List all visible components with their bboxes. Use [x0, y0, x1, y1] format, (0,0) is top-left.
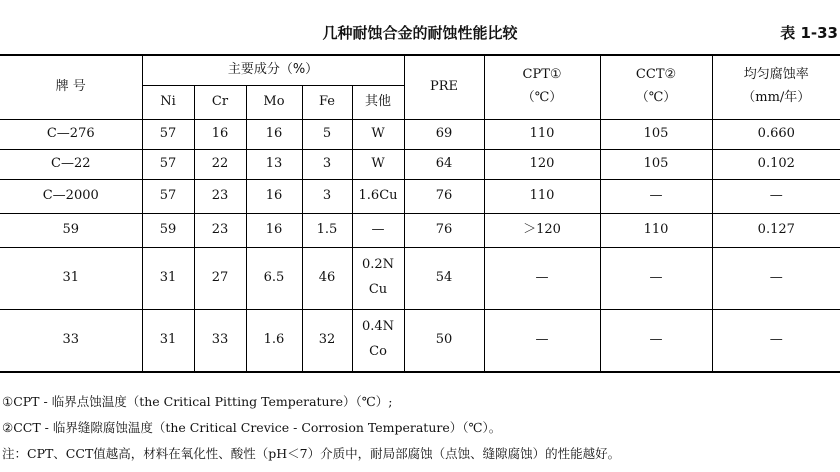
header-cpt	[484, 55, 600, 119]
cell-cct: —	[600, 247, 712, 309]
header-cr: Cr	[194, 85, 246, 119]
cell-fe: 3	[302, 179, 352, 213]
cell-cr: 22	[194, 149, 246, 179]
cell-rate: —	[712, 247, 840, 309]
cell-other: W	[352, 119, 404, 149]
header-pre: PRE	[404, 55, 484, 119]
header-ni: Ni	[142, 85, 194, 119]
cell-cr: 16	[194, 119, 246, 149]
cell-cct: —	[600, 179, 712, 213]
cell-cct: 110	[600, 213, 712, 247]
cell-other: —	[352, 213, 404, 247]
cell-cct: 105	[600, 119, 712, 149]
table-row	[0, 119, 840, 149]
cell-cr: 27	[194, 247, 246, 309]
table-row	[0, 213, 840, 247]
cell-mo: 1.6	[246, 309, 302, 372]
cell-other: 1.6Cu	[352, 179, 404, 213]
cell-cpt: ＞120	[484, 213, 600, 247]
cell-rate: 0.102	[712, 149, 840, 179]
cell-other: W	[352, 149, 404, 179]
header-rate-label: 均匀腐蚀率	[743, 67, 809, 83]
cell-cct: 105	[600, 149, 712, 179]
cell-pre: 76	[404, 213, 484, 247]
header-fe: Fe	[302, 85, 352, 119]
header-cct-label: CCT②	[635, 67, 677, 83]
cell-cpt: 110	[484, 119, 600, 149]
cell-fe: 1.5	[302, 213, 352, 247]
cell-ni: 57	[142, 179, 194, 213]
cell-grade: 59	[0, 213, 142, 247]
cell-pre: 54	[404, 247, 484, 309]
cell-cr: 33	[194, 309, 246, 372]
cell-grade: C—2000	[0, 179, 142, 213]
cell-pre: 64	[404, 149, 484, 179]
cell-cct: —	[600, 309, 712, 372]
cell-grade: C—276	[0, 119, 142, 149]
header-grade: 牌 号	[0, 55, 142, 119]
cell-fe: 5	[302, 119, 352, 149]
table-row	[0, 247, 840, 309]
header-cct-unit: （℃）	[635, 90, 677, 106]
cell-fe: 46	[302, 247, 352, 309]
cell-pre: 69	[404, 119, 484, 149]
cell-fe: 32	[302, 309, 352, 372]
table-row	[0, 309, 840, 372]
cell-ni: 57	[142, 119, 194, 149]
header-rate-unit: （mm/年）	[742, 90, 811, 106]
header-cpt-unit: （℃）	[521, 90, 563, 106]
cell-grade: 33	[0, 309, 142, 372]
header-other: 其他	[352, 85, 404, 119]
cell-rate: —	[712, 179, 840, 213]
cell-mo: 16	[246, 213, 302, 247]
alloy-comparison-table	[0, 54, 840, 373]
cell-rate: 0.660	[712, 119, 840, 149]
cell-grade: C—22	[0, 149, 142, 179]
cell-ni: 57	[142, 149, 194, 179]
table-title: 几种耐蚀合金的耐蚀性能比较	[322, 24, 518, 42]
cell-fe: 3	[302, 149, 352, 179]
cell-mo: 16	[246, 119, 302, 149]
cell-ni: 31	[142, 309, 194, 372]
cell-other	[352, 309, 404, 372]
cell-cpt: —	[484, 309, 600, 372]
header-cct	[600, 55, 712, 119]
header-main-composition: 主要成分（%）	[142, 55, 404, 85]
cell-rate: 0.127	[712, 213, 840, 247]
cell-mo: 13	[246, 149, 302, 179]
header-mo: Mo	[246, 85, 302, 119]
cell-ni: 31	[142, 247, 194, 309]
cell-other-line2: Co	[369, 344, 387, 360]
footnote-remark: 注：CPT、CCT值越高，材料在氧化性、酸性（pH＜7）介质中，耐局部腐蚀（点蚀、缝隙腐蚀）的性能越好。	[2, 446, 621, 461]
footnotes	[2, 389, 620, 467]
cell-pre: 50	[404, 309, 484, 372]
cell-other-line1: 0.2N	[361, 257, 395, 273]
footnote-cpt: ①CPT - 临界点蚀温度（the Critical Pitting Temperature）（℃）;	[2, 394, 393, 409]
cell-cr: 23	[194, 213, 246, 247]
header-row-1	[0, 55, 840, 85]
header-cpt-label: CPT①	[522, 67, 562, 83]
cell-mo: 6.5	[246, 247, 302, 309]
cell-mo: 16	[246, 179, 302, 213]
cell-rate: —	[712, 309, 840, 372]
header-rate	[712, 55, 840, 119]
table-row	[0, 179, 840, 213]
table-number: 表 1-33	[780, 24, 838, 42]
cell-cr: 23	[194, 179, 246, 213]
cell-other	[352, 247, 404, 309]
cell-other-line2: Cu	[368, 282, 388, 297]
cell-ni: 59	[142, 213, 194, 247]
cell-grade: 31	[0, 247, 142, 309]
cell-cpt: 120	[484, 149, 600, 179]
cell-pre: 76	[404, 179, 484, 213]
footnote-cct: ②CCT - 临界缝隙腐蚀温度（the Critical Crevice - Corrosion Temperature）（℃）。	[2, 420, 502, 435]
cell-cpt: —	[484, 247, 600, 309]
table-row	[0, 149, 840, 179]
cell-other-line1: 0.4N	[361, 319, 395, 335]
cell-cpt: 110	[484, 179, 600, 213]
